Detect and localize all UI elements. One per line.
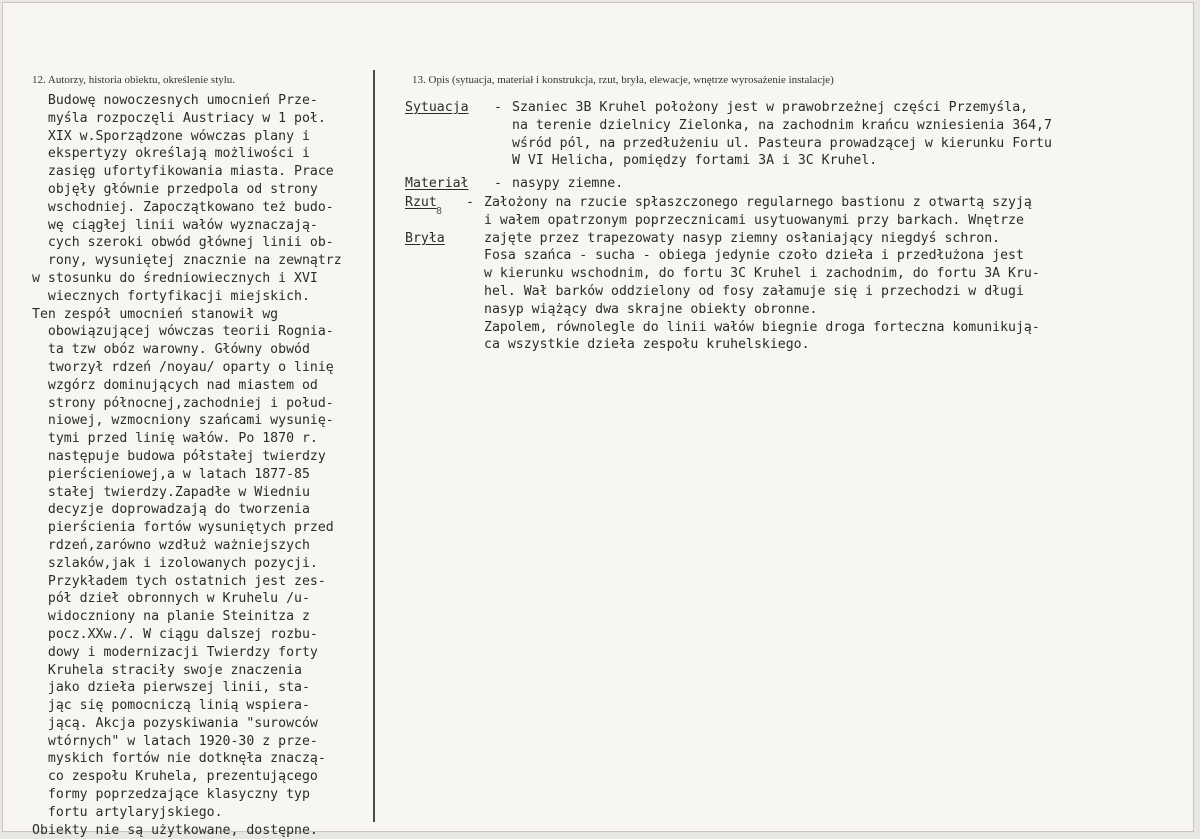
history-line: Budowę nowoczesnych umocnień Prze- <box>32 93 318 108</box>
history-line: niowej, wzmocniony szańcami wysunię- <box>32 413 334 429</box>
rzut-label: Rzut <box>405 195 437 210</box>
history-line: myśla rozpoczęli Austriacy w 1 poł. <box>32 110 326 126</box>
history-line: decyzje doprowadzają do tworzenia <box>32 502 310 518</box>
history-line: szlaków,jak i izolowanych pozycji. <box>32 555 318 571</box>
history-line: pocz.XXw./. W ciągu dalszej rozbu- <box>32 626 318 642</box>
history-line: formy poprzedzające klasyczny typ <box>32 787 310 803</box>
rzut-line: hel. Wał barków oddzielony od fosy załamuje się i przechodzi w długi <box>484 283 1024 299</box>
history-line: obowiązującej wówczas teorii Rognia- <box>32 324 334 340</box>
rzut-line: Zapolem, równolegle do linii wałów biegnie droga forteczna komunikują- <box>484 319 1040 335</box>
history-line: tymi przed linię wałów. Po 1870 r. <box>32 431 318 447</box>
history-line: jącą. Akcja pozyskiwania "surowców <box>32 715 318 731</box>
history-line: cych szeroki obwód głównej linii ob- <box>32 235 334 251</box>
history-line: objęły głównie przedpola od strony <box>32 181 318 197</box>
sytuacja-line: wśród pól, na przedłużeniu ul. Pasteura prowadzącej w kierunku Fortu <box>512 135 1052 151</box>
sytuacja-label: Sytuacja <box>405 100 469 115</box>
rzut-dash: - <box>466 195 474 210</box>
history-line: XIX w.Sporządzone wówczas plany i <box>32 128 310 144</box>
history-line: jako dzieła pierwszej linii, sta- <box>32 680 310 696</box>
history-line: wiecznych fortyfikacji miejskich. <box>32 288 310 304</box>
rzut-line: zajęte przez trapezowaty nasyp ziemny osłaniający niegdyś schron. <box>484 230 1001 246</box>
rzut-line: ca wszystkie dzieła zespołu kruhelskiego. <box>484 337 810 353</box>
history-line: widoczniony na planie Steinitza z <box>32 609 310 625</box>
history-line: tworzył rdzeń /noyau/ oparty o linię <box>32 359 334 375</box>
history-line: wzgórz dominujących nad miastem od <box>32 377 318 393</box>
history-text <box>32 92 372 839</box>
sytuacja-line: Szaniec 3B Kruhel położony jest w prawobrzeżnej części Przemyśla, <box>512 100 1029 115</box>
rzut-line: Fosa szańca - sucha - obiega jedynie czoło dzieła i przedłużona jest <box>484 248 1024 264</box>
history-line: strony północnej,zachodniej i połud- <box>32 395 334 411</box>
history-line: myskich fortów nie dotknęła znaczą- <box>32 751 326 767</box>
history-line: pierścienia fortów wysuniętych przed <box>32 520 334 536</box>
history-line: Obiekty nie są użytkowane, dostępne. <box>32 822 318 838</box>
history-line: fortu artylaryjskiego. <box>32 804 223 820</box>
section-12-header: 12. Autorzy, historia obiektu, określenie stylu. <box>32 74 236 86</box>
rzut-line: nasyp wiążący dwa skrajne obiekty obronne. <box>484 301 818 317</box>
history-line: wtórnych" w latach 1920-30 z prze- <box>32 733 318 749</box>
history-line: pierścieniowej,a w latach 1877-85 <box>32 466 310 482</box>
history-line: jąc się pomocniczą linią wspiera- <box>32 698 310 714</box>
history-line: ta tzw obóz warowny. Główny obwód <box>32 342 310 358</box>
history-line: w stosunku do średniowiecznych i XVI <box>32 270 318 286</box>
sytuacja-text <box>512 99 1052 170</box>
history-line: wschodniej. Zapoczątkowano też budo- <box>32 199 334 215</box>
section-13-header: 13. Opis (sytuacja, materiał i konstrukcja, rzut, bryła, elewacje, wnętrze wyrosażenie instalacje) <box>412 74 834 86</box>
material-text: nasypy ziemne. <box>512 176 624 191</box>
material-dash: - <box>494 176 502 191</box>
history-line: rony, wysuniętej znacznie na zewnątrz <box>32 253 342 269</box>
history-line: wę ciągłej linii wałów wyznaczają- <box>32 217 318 233</box>
sytuacja-line: na terenie dzielnicy Zielonka, na zachodnim krańcu wzniesienia 364,7 <box>512 117 1052 133</box>
column-divider <box>373 70 375 822</box>
history-line: rdzeń,zarówno wzdłuż ważniejszych <box>32 537 310 553</box>
history-line: zasięg ufortyfikowania miasta. Prace <box>32 164 334 180</box>
sytuacja-line: W VI Helicha, pomiędzy fortami 3A i 3C Kruhel. <box>512 153 878 169</box>
history-line: Ten zespół umocnień stanowił wg <box>32 306 279 322</box>
rzut-text <box>484 194 1040 354</box>
history-line: Kruhela straciły swoje znaczenia <box>32 662 302 678</box>
sytuacja-dash: - <box>494 100 502 115</box>
history-line: ekspertyzy określają możliwości i <box>32 146 310 162</box>
rzut-line: Założony na rzucie spłaszczonego regularnego bastionu z otwartą szyją <box>484 195 1032 210</box>
history-line: co zespołu Kruhela, prezentującego <box>32 769 318 785</box>
material-label: Materiał <box>405 176 469 191</box>
rzut-line: w kierunku wschodnim, do fortu 3C Kruhel i zachodnim, do fortu 3A Kru- <box>484 266 1040 282</box>
history-line: pół dzieł obronnych w Kruhelu /u- <box>32 591 310 607</box>
history-line: Przykładem tych ostatnich jest zes- <box>32 573 326 589</box>
rzut-line: i wałem opatrzonym poprzecznicami usytuowanymi przy barkach. Wnętrze <box>484 212 1024 228</box>
history-line: dowy i modernizacji Twierdzy forty <box>32 644 318 660</box>
history-line: następuje budowa półstałej twierdzy <box>32 448 326 464</box>
history-line: stałej twierdzy.Zapadłe w Wiedniu <box>32 484 310 500</box>
rzut-mark: 8 <box>436 206 443 217</box>
bryla-label: Bryła <box>405 231 445 246</box>
